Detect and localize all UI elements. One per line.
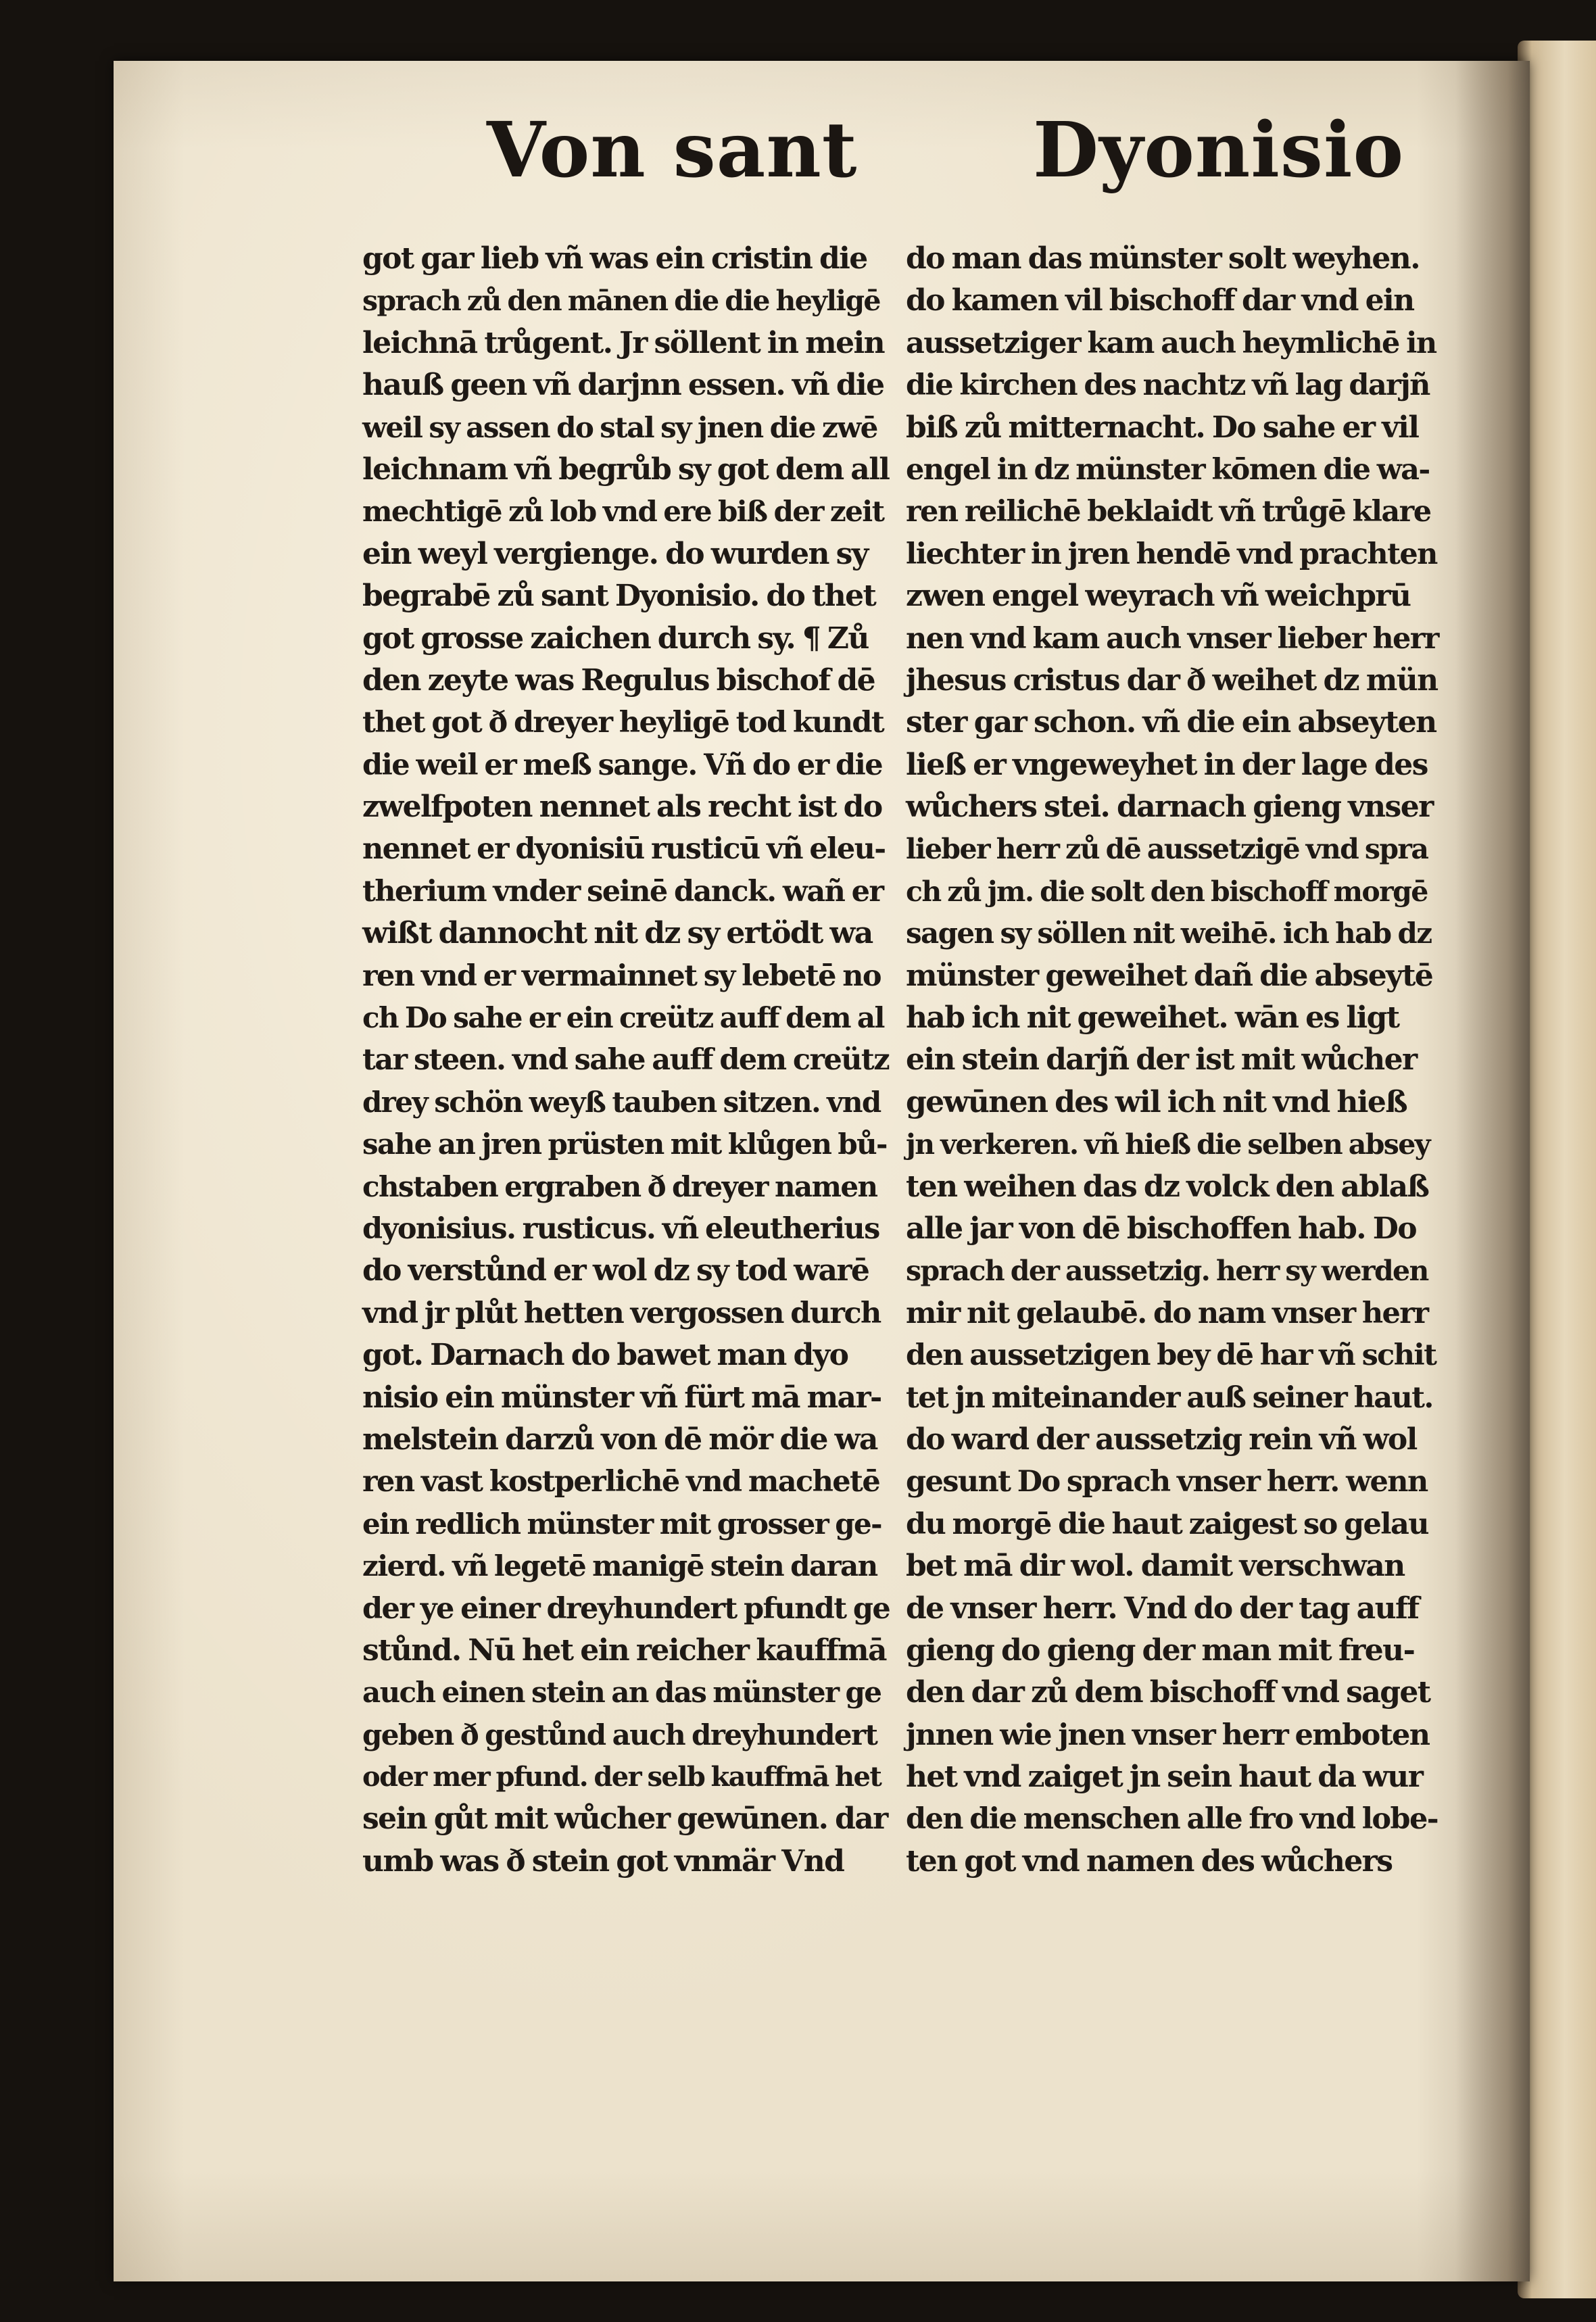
text-line: ein stein darjñ der ist mit wůcher [906, 1042, 1417, 1078]
text-line: therium vnder seinē danck. wañ er [362, 874, 884, 909]
text-line: wißt dannocht nit dz sy ertödt wa [362, 916, 873, 951]
text-line: vnd jr plůt hetten vergossen durch [362, 1296, 881, 1330]
text-line: do verstůnd er wol dz sy tod warē [362, 1253, 869, 1288]
text-line: die weil er meß sange. Vñ do er die [362, 748, 882, 782]
text-line: melstein darzů von dē mör die wa [362, 1422, 877, 1457]
page-gutter-shadow [1455, 61, 1530, 2281]
text-line: den aussetzigen bey dē har vñ schit [906, 1338, 1436, 1373]
text-line: do kamen vil bischoff dar vnd ein [906, 283, 1414, 318]
text-line: jnnen wie jnen vnser herr emboten [906, 1718, 1430, 1752]
text-line: mir nit gelaubē. do nam vnser herr [906, 1296, 1428, 1330]
text-line: weil sy assen do stal sy jnen die zwē [362, 410, 877, 444]
text-line: bet mā dir wol. damit verschwan [906, 1549, 1405, 1584]
text-line: got gar lieb vñ was ein cristin die [362, 241, 867, 276]
text-line: thet got ð dreyer heyligē tod kundt [362, 706, 884, 740]
text-line: den die menschen alle fro vnd lobe- [906, 1802, 1438, 1837]
text-line: oder mer pfund. der selb kauffmā het [362, 1761, 881, 1793]
text-line: den dar zů dem bischoff vnd saget [906, 1675, 1430, 1710]
text-line: ren vnd er vermainnet sy lebetē no [362, 959, 881, 993]
running-head-right: Dyonisio [1033, 106, 1405, 195]
text-line: drey schön weyß tauben sitzen. vnd [362, 1085, 881, 1119]
text-line: sahe an jren prüsten mit klůgen bů- [362, 1128, 887, 1161]
text-line: chstaben ergraben ð dreyer namen [362, 1169, 877, 1203]
text-line: zwelfpoten nennet als recht ist do [362, 790, 882, 825]
text-line: liechter in jren hendē vnd prachten [906, 537, 1437, 571]
text-line: het vnd zaiget jn sein haut da wur [906, 1760, 1423, 1795]
text-line: hauß geen vñ darjnn essen. vñ die [362, 368, 884, 403]
text-line: ster gar schon. vñ die ein abseyten [906, 705, 1436, 740]
text-line: de vnser herr. Vnd do der tag auff [906, 1591, 1419, 1626]
text-line: got grosse zaichen durch sy. ¶ Zů [362, 621, 869, 656]
text-line: ten got vnd namen des wůchers [906, 1843, 1393, 1879]
text-line: ren reilichē beklaidt vñ trůgē klare [906, 495, 1431, 529]
text-line: gesunt Do sprach vnser herr. wenn [906, 1465, 1428, 1499]
text-line: jn verkeren. vñ hieß die selben absey [906, 1128, 1430, 1161]
text-line: sein gůt mit wůcher gewūnen. dar [362, 1801, 888, 1837]
text-line: hab ich nit geweihet. wān es ligt [906, 1000, 1399, 1036]
text-line: aussetziger kam auch heymlichē in [906, 326, 1436, 360]
text-line: umb was ð stein got vnmär Vnd [362, 1843, 844, 1879]
text-line: leichnam vñ begrůb sy got dem all [362, 452, 890, 487]
text-line: sprach der aussetzig. herr sy werden [906, 1255, 1428, 1288]
text-column-right [906, 238, 1440, 1928]
text-line: lieber herr zů dē aussetzigē vnd spra [906, 833, 1428, 866]
text-line: sprach zů den mānen die die heyligē [362, 285, 880, 318]
text-line: münster geweihet dañ die abseytē [906, 958, 1433, 993]
text-line: sagen sy söllen nit weihē. ich hab dz [906, 917, 1432, 950]
text-line: begrabē zů sant Dyonisio. do thet [362, 579, 876, 614]
text-line: dyonisius. rusticus. vñ eleutherius [362, 1211, 879, 1246]
text-line: stůnd. Nū het ein reicher kauffmā [362, 1632, 886, 1668]
text-line: den zeyte was Regulus bischof dē [362, 662, 875, 698]
text-line: nen vnd kam auch vnser lieber herr [906, 621, 1438, 656]
text-line: biß zů mitternacht. Do sahe er vil [906, 410, 1419, 445]
text-line: auch einen stein an das münster ge [362, 1676, 881, 1710]
text-line: do ward der aussetzig rein vñ wol [906, 1422, 1417, 1457]
text-line: ch zů jm. die solt den bischoff morgē [906, 875, 1428, 908]
text-line: engel in dz münster kōmen die wa- [906, 452, 1430, 487]
text-line: du morgē die haut zaigest so gelau [906, 1507, 1428, 1541]
text-line: gewūnen des wil ich nit vnd hieß [906, 1084, 1407, 1119]
text-line: ein redlich münster mit grosser ge- [362, 1507, 881, 1541]
text-column-left [362, 238, 890, 1928]
text-line: alle jar von dē bischoffen hab. Do [906, 1211, 1417, 1246]
text-line: geben ð gestůnd auch dreyhundert [362, 1718, 877, 1751]
text-line: ren vast kostperlichē vnd machetē [362, 1465, 880, 1499]
text-line: jhesus cristus dar ð weihet dz mün [906, 662, 1438, 698]
text-line: wůchers stei. darnach gieng vnser [906, 790, 1433, 825]
text-line: got. Darnach do bawet man dyo [362, 1338, 848, 1373]
text-line: nisio ein münster vñ fürt mā mar- [362, 1380, 881, 1415]
text-line: zierd. vñ legetē manigē stein daran [362, 1549, 877, 1583]
text-line: ließ er vngeweyhet in der lage des [906, 747, 1428, 782]
text-line: die kirchen des nachtz vñ lag darjñ [906, 368, 1430, 403]
text-line: der ye einer dreyhundert pfundt ge [362, 1591, 890, 1626]
text-line: gieng do gieng der man mit freu- [906, 1632, 1415, 1668]
text-line: ein weyl vergienge. do wurden sy [362, 536, 868, 571]
text-line: mechtigē zů lob vnd ere biß der zeit [362, 495, 884, 529]
text-line: tet jn miteinander auß seiner haut. [906, 1380, 1433, 1415]
text-line: tar steen. vnd sahe auff dem creütz [362, 1043, 890, 1078]
text-line: ch Do sahe er ein creütz auff dem al [362, 1001, 884, 1035]
text-line: zwen engel weyrach vñ weichprū [906, 579, 1411, 614]
text-line: ten weihen das dz volck den ablaß [906, 1169, 1429, 1204]
text-line: leichnā trůgent. Jr söllent in mein [362, 325, 885, 360]
text-line: nennet er dyonisiū rusticū vñ eleu- [362, 832, 886, 867]
running-head-left: Von sant [487, 106, 858, 195]
text-line: do man das münster solt weyhen. [906, 241, 1420, 276]
